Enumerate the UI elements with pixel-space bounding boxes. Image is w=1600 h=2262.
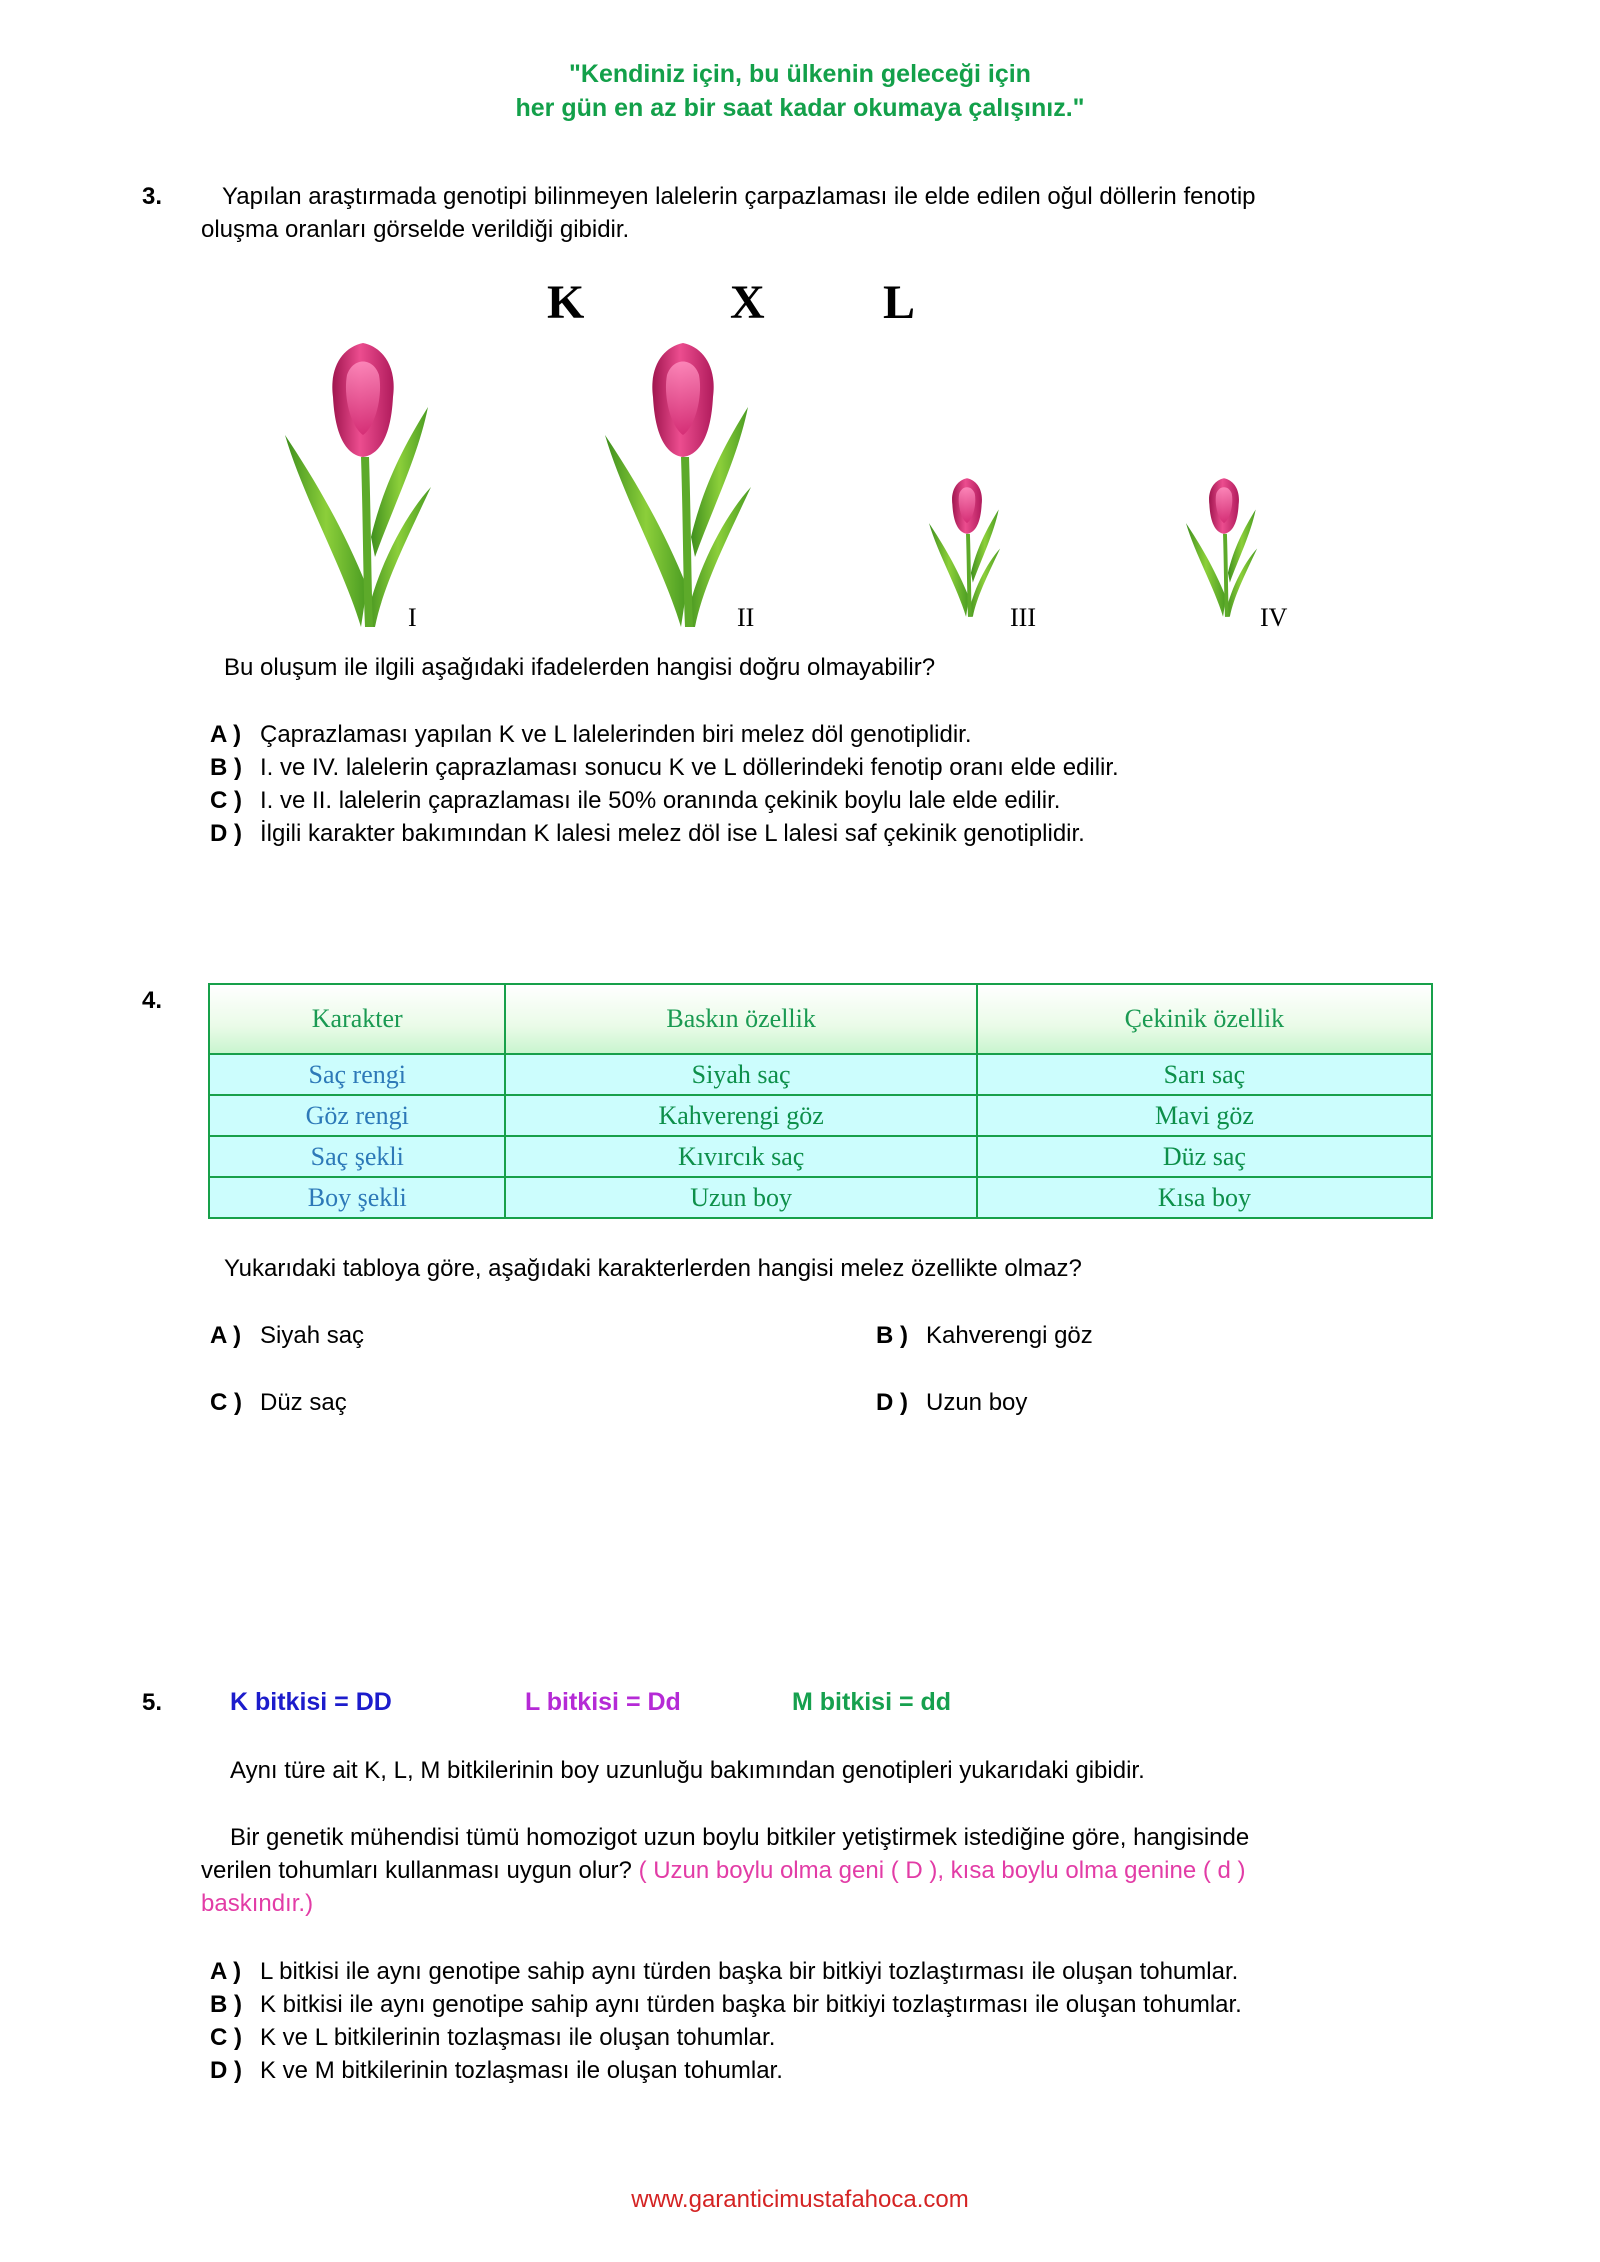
q3-option-b[interactable] bbox=[210, 751, 1119, 784]
option-letter: A ) bbox=[210, 1958, 242, 1985]
footer-url[interactable]: www.garanticimustafahoca.com bbox=[631, 2186, 969, 2213]
table-cell: Saç rengi bbox=[209, 1054, 505, 1095]
q5-question-text: verilen tohumları kullanması uygun olur? bbox=[201, 1857, 632, 1884]
tulip-label-ii: II bbox=[737, 603, 755, 632]
option-text: I. ve IV. lalelerin çaprazlaması sonucu K ve L döllerindeki fenotip oranı elde edilir. bbox=[260, 754, 1119, 781]
option-text: Kahverengi göz bbox=[926, 1322, 1093, 1349]
cross-parent-l: L bbox=[883, 276, 916, 329]
q4-option-d[interactable] bbox=[876, 1386, 1027, 1419]
table-header-row bbox=[209, 984, 1432, 1054]
table-cell: Boy şekli bbox=[209, 1177, 505, 1218]
cross-symbol: X bbox=[730, 276, 765, 329]
tulip-iii-image bbox=[928, 465, 1006, 627]
table-header-cell: Baskın özellik bbox=[505, 984, 976, 1054]
genotype-l: L bitkisi = Dd bbox=[525, 1688, 681, 1716]
q5-option-d[interactable] bbox=[210, 2054, 783, 2087]
q4-option-c[interactable] bbox=[210, 1386, 347, 1419]
option-letter: A ) bbox=[210, 1322, 242, 1349]
option-text: Düz saç bbox=[260, 1389, 347, 1416]
option-letter: C ) bbox=[210, 1389, 242, 1416]
table-cell: Kısa boy bbox=[977, 1177, 1432, 1218]
option-text: İlgili karakter bakımından K lalesi melez döl ise L lalesi saf çekinik genotiplidir. bbox=[260, 820, 1085, 847]
q5-option-a[interactable] bbox=[210, 1955, 1238, 1988]
q5-option-b[interactable] bbox=[210, 1988, 1242, 2021]
option-text: I. ve II. lalelerin çaprazlaması ile 50% oranında çekinik boylu lale elde edilir. bbox=[260, 787, 1061, 814]
q3-text-line2: oluşma oranları görselde verildiği gibidir. bbox=[201, 216, 630, 243]
header-quote-line1: "Kendiniz için, bu ülkenin geleceği için bbox=[569, 60, 1031, 88]
q4-number: 4. bbox=[142, 987, 163, 1014]
trait-table bbox=[208, 983, 1433, 1219]
q3-option-c[interactable] bbox=[210, 784, 1060, 817]
table-header-cell: Çekinik özellik bbox=[977, 984, 1432, 1054]
tulip-label-iv: IV bbox=[1260, 603, 1288, 632]
option-letter: B ) bbox=[210, 754, 242, 781]
q3-text-line1: Yapılan araştırmada genotipi bilinmeyen lalelerin çarpazlaması ile elde edilen oğul döllerin fenotip bbox=[222, 183, 1256, 210]
tulip-iv-image bbox=[1185, 465, 1263, 627]
q5-text1: Aynı türe ait K, L, M bitkilerinin boy uzunluğu bakımından genotipleri yukarıdaki gibidir. bbox=[230, 1757, 1145, 1784]
tulip-i-image bbox=[283, 337, 443, 627]
q5-note-line1: ( Uzun boylu olma geni ( D ), kısa boylu olma genine ( d ) bbox=[638, 1857, 1246, 1884]
option-letter: B ) bbox=[876, 1322, 908, 1349]
option-text: Uzun boy bbox=[926, 1389, 1028, 1416]
option-letter: C ) bbox=[210, 2024, 242, 2051]
q3-number: 3. bbox=[142, 183, 163, 210]
table-header-cell: Karakter bbox=[209, 984, 505, 1054]
option-text: K ve M bitkilerinin tozlaşması ile oluşan tohumlar. bbox=[260, 2057, 783, 2084]
q5-text2-line2 bbox=[201, 1854, 1246, 1887]
table-cell: Kahverengi göz bbox=[505, 1095, 976, 1136]
table-cell: Mavi göz bbox=[977, 1095, 1432, 1136]
option-letter: C ) bbox=[210, 787, 242, 814]
q5-note-line2: baskındır.) bbox=[201, 1890, 314, 1917]
q5-number: 5. bbox=[142, 1689, 163, 1716]
option-letter: D ) bbox=[210, 820, 242, 847]
option-letter: D ) bbox=[876, 1389, 908, 1416]
table-cell: Sarı saç bbox=[977, 1054, 1432, 1095]
table-cell: Düz saç bbox=[977, 1136, 1432, 1177]
q5-option-c[interactable] bbox=[210, 2021, 775, 2054]
q3-question: Bu oluşum ile ilgili aşağıdaki ifadelerden hangisi doğru olmayabilir? bbox=[224, 654, 936, 681]
tulip-label-i: I bbox=[408, 603, 417, 632]
option-text: K bitkisi ile aynı genotipe sahip aynı türden başka bir bitkiyi tozlaştırması ile oluşan tohumlar. bbox=[260, 1991, 1242, 2018]
header-quote-line2: her gün en az bir saat kadar okumaya çalışınız." bbox=[515, 94, 1085, 122]
q5-text2-line1: Bir genetik mühendisi tümü homozigot uzun boylu bitkiler yetiştirmek istediğine göre, hangisinde bbox=[230, 1824, 1250, 1851]
genotype-k: K bitkisi = DD bbox=[230, 1688, 392, 1716]
option-text: L bitkisi ile aynı genotipe sahip aynı türden başka bir bitkiyi tozlaştırması ile oluşan tohumlar. bbox=[260, 1958, 1239, 1985]
q4-question: Yukarıdaki tabloya göre, aşağıdaki karakterlerden hangisi melez özellikte olmaz? bbox=[224, 1255, 1082, 1282]
option-letter: B ) bbox=[210, 1991, 242, 2018]
option-letter: D ) bbox=[210, 2057, 242, 2084]
tulip-label-iii: III bbox=[1010, 603, 1036, 632]
table-row bbox=[209, 1095, 1432, 1136]
table-cell: Uzun boy bbox=[505, 1177, 976, 1218]
table-row bbox=[209, 1136, 1432, 1177]
genotype-m: M bitkisi = dd bbox=[792, 1688, 952, 1716]
q4-option-a[interactable] bbox=[210, 1319, 364, 1352]
q3-option-d[interactable] bbox=[210, 817, 1085, 850]
q4-option-b[interactable] bbox=[876, 1319, 1093, 1352]
option-text: K ve L bitkilerinin tozlaşması ile oluşan tohumlar. bbox=[260, 2024, 776, 2051]
option-text: Çaprazlaması yapılan K ve L lalelerinden biri melez döl genotiplidir. bbox=[260, 721, 972, 748]
tulip-ii-image bbox=[603, 337, 763, 627]
table-cell: Saç şekli bbox=[209, 1136, 505, 1177]
option-letter: A ) bbox=[210, 721, 242, 748]
table-row bbox=[209, 1054, 1432, 1095]
table-cell: Göz rengi bbox=[209, 1095, 505, 1136]
option-text: Siyah saç bbox=[260, 1322, 365, 1349]
table-cell: Kıvırcık saç bbox=[505, 1136, 976, 1177]
table-cell: Siyah saç bbox=[505, 1054, 976, 1095]
q3-option-a[interactable] bbox=[210, 718, 972, 751]
table-row bbox=[209, 1177, 1432, 1218]
cross-parent-k: K bbox=[547, 276, 585, 329]
